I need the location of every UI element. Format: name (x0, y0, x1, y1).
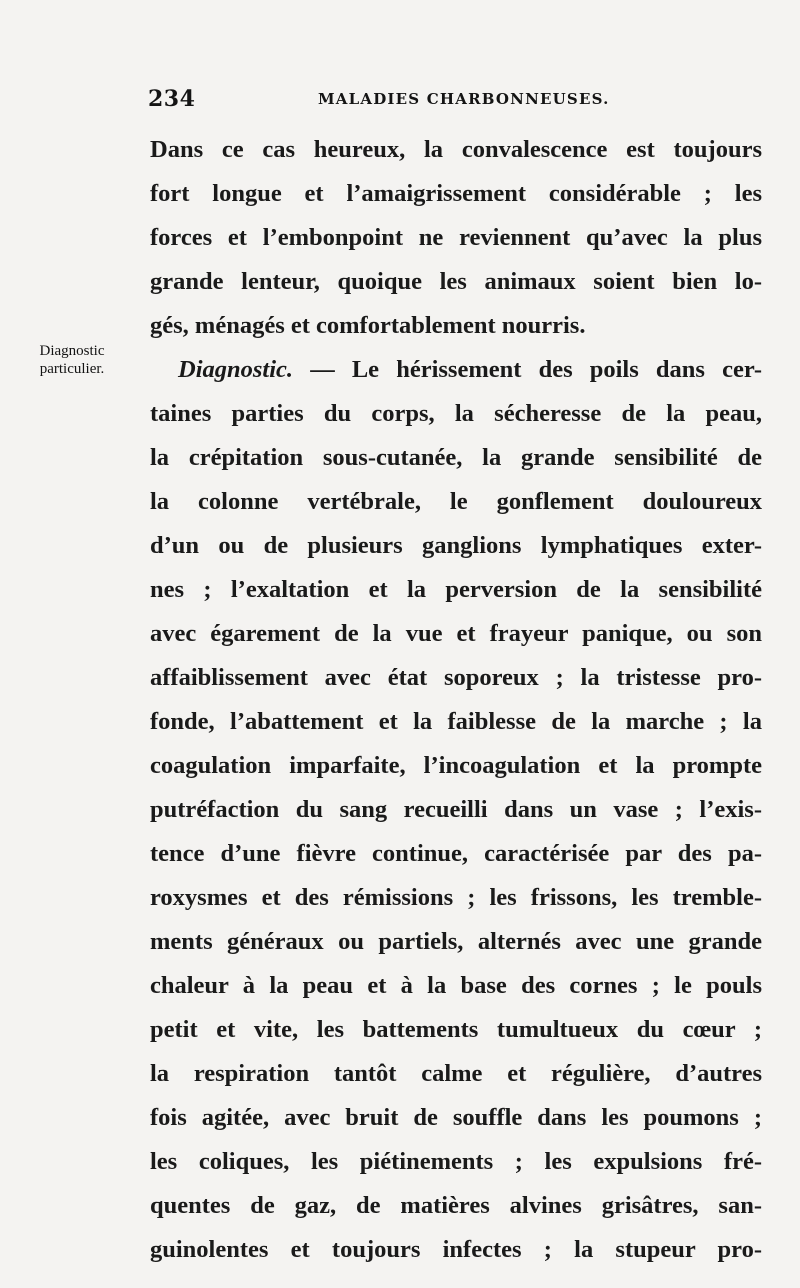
margin-note-line: Diagnostic (39, 343, 105, 359)
text-line: la respiration tantôt calme et régulière, d’autres (150, 1060, 762, 1087)
text-line: chaleur à la peau et à la base des cornes ; le pouls (150, 972, 762, 999)
text-line: coagulation imparfaite, l’incoagulation et la prompte (150, 752, 762, 779)
text-line: fois agitée, avec bruit de souffle dans les poumons ; (150, 1104, 762, 1131)
text-line: nes ; l’exaltation et la perversion de la sensibilité (150, 576, 762, 603)
text-line: gés, ménagés et comfortablement nourris. (150, 312, 586, 339)
section-heading: Diagnostic. (178, 356, 294, 383)
text-line: Dans ce cas heureux, la convalescence est toujours (150, 136, 762, 163)
body-text (150, 128, 762, 1272)
text-line: taines parties du corps, la sécheresse de la peau, (150, 400, 762, 427)
text-line: avec égarement de la vue et frayeur panique, ou son (150, 620, 762, 647)
text-line: ments généraux ou partiels, alternés avec une grande (150, 928, 762, 955)
text-line: grande lenteur, quoique les animaux soient bien lo- (150, 268, 762, 295)
text-line: fort longue et l’amaigrissement considérable ; les (150, 180, 762, 207)
running-head (148, 86, 748, 120)
text-line: la crépitation sous-cutanée, la grande sensibilité de (150, 444, 762, 471)
text-line-rest: — Le hérissement des poils dans cer- (310, 356, 762, 383)
page-number: 234 (148, 86, 196, 112)
text-line: putréfaction du sang recueilli dans un vase ; l’exis- (150, 796, 762, 823)
text-line: roxysmes et des rémissions ; les frissons, les tremble- (150, 884, 762, 911)
margin-note-line: particulier. (39, 361, 105, 377)
text-line: guinolentes et toujours infectes ; la stupeur pro- (150, 1236, 762, 1263)
text-line: fonde, l’abattement et la faiblesse de la marche ; la (150, 708, 762, 735)
text-line: forces et l’embonpoint ne reviennent qu’avec la plus (150, 224, 762, 251)
text-line: petit et vite, les battements tumultueux du cœur ; (150, 1016, 762, 1043)
text-line: affaiblissement avec état soporeux ; la tristesse pro- (150, 664, 762, 691)
text-line: tence d’une fièvre continue, caractérisée par des pa- (150, 840, 762, 867)
text-line: d’un ou de plusieurs ganglions lymphatiques exter- (150, 532, 762, 559)
text-line: les coliques, les piétinements ; les expulsions fré- (150, 1148, 762, 1175)
text-line: la colonne vertébrale, le gonflement douloureux (150, 488, 762, 515)
text-line-diagnostic (150, 348, 762, 392)
running-title: MALADIES CHARBONNEUSES. (318, 90, 610, 108)
text-line: quentes de gaz, de matières alvines grisâtres, san- (150, 1192, 762, 1219)
margin-note (14, 342, 130, 378)
